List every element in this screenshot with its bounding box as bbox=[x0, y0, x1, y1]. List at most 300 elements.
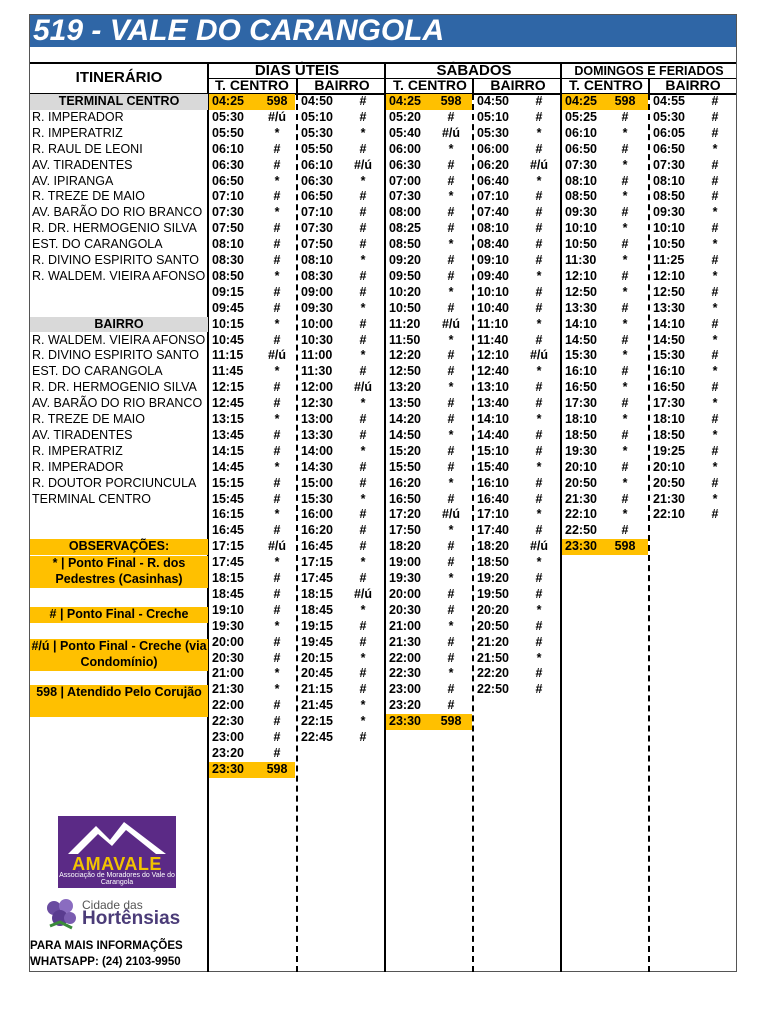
departure-marker: 598 bbox=[440, 94, 462, 108]
departure-row bbox=[474, 619, 560, 635]
departure-marker: * bbox=[622, 221, 628, 236]
departure-marker: * bbox=[622, 475, 628, 490]
departure-time: 10:20 bbox=[389, 284, 421, 299]
departure-row bbox=[474, 380, 560, 396]
departure-time: 22:50 bbox=[565, 523, 597, 538]
departure-time: 16:45 bbox=[212, 523, 244, 538]
departure-time: 13:30 bbox=[301, 427, 333, 442]
departure-marker: * bbox=[448, 475, 454, 490]
departure-marker: # bbox=[711, 157, 719, 172]
departure-row bbox=[298, 253, 384, 269]
departure-time: 12:00 bbox=[301, 380, 333, 395]
departure-time: 11:30 bbox=[301, 364, 333, 379]
departure-time: 13:20 bbox=[389, 380, 421, 395]
departure-row bbox=[298, 730, 384, 746]
departure-marker: # bbox=[535, 332, 543, 347]
departure-time: 15:10 bbox=[477, 443, 509, 458]
departure-time: 16:40 bbox=[477, 491, 509, 506]
departure-marker: # bbox=[711, 412, 719, 426]
departure-row bbox=[650, 158, 736, 174]
departure-row bbox=[386, 492, 472, 508]
departure-row bbox=[650, 126, 736, 142]
departure-time: 04:25 bbox=[565, 94, 597, 108]
departure-time: 10:00 bbox=[301, 316, 333, 331]
departure-time: 21:45 bbox=[301, 698, 333, 713]
itinerary-stop: EST. DO CARANGOLA bbox=[32, 237, 163, 252]
departure-marker: # bbox=[273, 634, 281, 649]
departure-row bbox=[298, 94, 384, 110]
departure-row bbox=[386, 174, 472, 190]
itinerary-stop: R. DR. HERMOGENIO SILVA bbox=[32, 380, 197, 395]
departure-time: 11:15 bbox=[212, 348, 244, 363]
departure-time: 06:30 bbox=[212, 157, 244, 172]
departure-row bbox=[209, 571, 295, 587]
departure-marker: # bbox=[447, 586, 455, 601]
departure-time: 18:50 bbox=[565, 427, 597, 442]
departure-time: 11:40 bbox=[477, 332, 509, 347]
departure-time: 08:50 bbox=[389, 237, 421, 252]
departure-row bbox=[209, 587, 295, 603]
departure-marker: # bbox=[535, 300, 543, 315]
departure-time: 20:20 bbox=[477, 602, 509, 617]
departure-row bbox=[650, 253, 736, 269]
departure-time: 16:10 bbox=[477, 475, 509, 490]
itinerary-stop: R. IMPERADOR bbox=[32, 109, 124, 124]
departure-time: 14:45 bbox=[212, 459, 244, 474]
departure-time: 06:10 bbox=[565, 125, 597, 140]
sundays-bairro-header: BAIRRO bbox=[665, 77, 721, 93]
departure-row bbox=[474, 253, 560, 269]
departure-marker: # bbox=[621, 523, 629, 538]
departure-marker: * bbox=[712, 237, 718, 252]
departure-row bbox=[474, 666, 560, 682]
city-logo-line1: Cidade das bbox=[82, 898, 143, 912]
departure-time: 13:10 bbox=[477, 380, 509, 395]
departure-marker: * bbox=[360, 125, 366, 140]
departure-marker: # bbox=[447, 205, 455, 220]
departure-time: 23:20 bbox=[212, 745, 244, 760]
departure-marker: * bbox=[536, 316, 542, 331]
departure-marker: * bbox=[360, 253, 366, 267]
departure-marker: # bbox=[359, 364, 367, 379]
departure-row bbox=[474, 444, 560, 460]
departure-marker: * bbox=[536, 507, 542, 522]
departure-row bbox=[209, 396, 295, 412]
departure-row bbox=[650, 396, 736, 412]
departure-time: 04:55 bbox=[653, 94, 685, 108]
departure-time: 09:40 bbox=[477, 268, 509, 283]
departure-marker: # bbox=[711, 475, 719, 490]
departure-marker: # bbox=[621, 364, 629, 379]
departure-time: 16:50 bbox=[389, 491, 421, 506]
departure-row bbox=[386, 333, 472, 349]
departure-marker: # bbox=[711, 94, 719, 108]
departure-time: 22:45 bbox=[301, 730, 333, 744]
departure-row bbox=[474, 476, 560, 492]
departure-time: 22:00 bbox=[212, 698, 244, 713]
departure-time: 20:10 bbox=[565, 459, 597, 474]
departure-marker: # bbox=[273, 237, 281, 252]
departure-marker: # bbox=[535, 666, 543, 681]
departure-time: 20:50 bbox=[565, 475, 597, 490]
departure-marker: # bbox=[359, 412, 367, 426]
departure-marker: * bbox=[360, 491, 366, 506]
departure-marker: # bbox=[447, 650, 455, 665]
departure-row bbox=[209, 444, 295, 460]
departure-row bbox=[474, 285, 560, 301]
departure-time: 17:45 bbox=[301, 571, 333, 585]
departure-row bbox=[650, 94, 736, 110]
departure-time: 10:50 bbox=[653, 237, 685, 252]
departure-time: 09:50 bbox=[389, 268, 421, 283]
departure-marker: # bbox=[359, 284, 367, 299]
departure-row bbox=[298, 205, 384, 221]
departure-row bbox=[209, 507, 295, 523]
departure-row bbox=[209, 523, 295, 539]
departure-time: 13:30 bbox=[653, 300, 685, 315]
departure-row bbox=[562, 221, 648, 237]
departure-marker: * bbox=[536, 459, 542, 474]
departure-marker: * bbox=[536, 268, 542, 283]
departure-marker: * bbox=[448, 189, 454, 204]
departure-row bbox=[209, 682, 295, 698]
departure-marker: * bbox=[360, 555, 366, 570]
departure-marker: #/ú bbox=[267, 539, 287, 554]
departure-time: 13:45 bbox=[212, 427, 244, 442]
departure-row bbox=[209, 492, 295, 508]
city-logo-line2: Hortênsias bbox=[82, 908, 181, 929]
divider-weekdays-sub-header bbox=[296, 78, 298, 94]
departure-time: 21:30 bbox=[565, 491, 597, 506]
departure-time: 12:15 bbox=[212, 380, 244, 395]
itinerary-section-title: TERMINAL CENTRO bbox=[30, 94, 208, 110]
departure-time: 07:30 bbox=[389, 189, 421, 204]
departure-time: 14:30 bbox=[301, 459, 333, 474]
departure-marker: # bbox=[535, 586, 543, 601]
departure-row bbox=[298, 651, 384, 667]
departure-row bbox=[298, 507, 384, 523]
departure-row bbox=[386, 237, 472, 253]
departure-time: 11:10 bbox=[477, 316, 509, 331]
departure-time: 16:45 bbox=[301, 539, 333, 554]
weekdays-header: DIAS ÚTEIS bbox=[254, 62, 340, 79]
departure-marker: 598 bbox=[266, 94, 288, 108]
departure-time: 05:10 bbox=[477, 109, 509, 124]
departure-marker: 598 bbox=[614, 539, 636, 554]
departure-marker: # bbox=[447, 157, 455, 172]
departure-marker: * bbox=[274, 268, 280, 283]
departure-row bbox=[562, 253, 648, 269]
itinerary-stop: AV. BARÃO DO RIO BRANCO bbox=[32, 205, 203, 220]
departure-row bbox=[474, 110, 560, 126]
departure-marker: # bbox=[711, 173, 719, 188]
departure-marker: * bbox=[712, 268, 718, 283]
departure-time: 14:50 bbox=[653, 332, 685, 347]
itinerary-stop: TERMINAL CENTRO bbox=[32, 491, 151, 506]
departure-row bbox=[650, 476, 736, 492]
departure-time: 06:30 bbox=[389, 157, 421, 172]
departure-marker: * bbox=[274, 412, 280, 426]
departure-row bbox=[386, 110, 472, 126]
departure-marker: # bbox=[535, 205, 543, 220]
departure-time: 23:00 bbox=[212, 730, 244, 744]
departure-marker: # bbox=[711, 284, 719, 299]
departure-time: 20:30 bbox=[212, 650, 244, 665]
departure-time: 13:00 bbox=[301, 412, 333, 426]
departure-row bbox=[386, 476, 472, 492]
departure-marker: # bbox=[447, 268, 455, 283]
departure-marker: * bbox=[712, 491, 718, 506]
departure-row bbox=[209, 285, 295, 301]
departure-marker: # bbox=[273, 157, 281, 172]
departure-time: 09:00 bbox=[301, 284, 333, 299]
observation-item: 598 | Atendido Pelo Corujão bbox=[30, 685, 208, 717]
departure-marker: * bbox=[536, 125, 542, 140]
departure-marker: * bbox=[536, 412, 542, 426]
departure-marker: # bbox=[359, 237, 367, 252]
departure-marker: # bbox=[359, 507, 367, 522]
departure-time: 04:50 bbox=[477, 94, 509, 108]
departure-marker: # bbox=[535, 634, 543, 649]
departure-row bbox=[562, 348, 648, 364]
departure-row bbox=[209, 301, 295, 317]
departure-time: 22:30 bbox=[389, 666, 421, 681]
departure-marker: # bbox=[359, 141, 367, 156]
departure-time: 13:40 bbox=[477, 396, 509, 411]
departure-row bbox=[562, 142, 648, 158]
info-line1: PARA MAIS INFORMAÇÕES bbox=[30, 940, 183, 952]
departure-marker: # bbox=[621, 109, 629, 124]
departure-time: 12:50 bbox=[653, 284, 685, 299]
itinerary-header: ITINERÁRIO bbox=[75, 69, 163, 86]
city-logo bbox=[42, 896, 202, 932]
departure-marker: # bbox=[447, 109, 455, 124]
departure-row bbox=[562, 285, 648, 301]
departure-time: 05:50 bbox=[212, 125, 244, 140]
departure-marker: * bbox=[712, 396, 718, 411]
departure-marker: * bbox=[622, 380, 628, 395]
departure-row bbox=[474, 301, 560, 317]
departure-marker: # bbox=[621, 237, 629, 252]
departure-row bbox=[562, 507, 648, 523]
departure-time: 10:10 bbox=[565, 221, 597, 236]
departure-marker: * bbox=[536, 555, 542, 570]
departure-row bbox=[474, 174, 560, 190]
departure-time: 21:20 bbox=[477, 634, 509, 649]
departure-row bbox=[650, 174, 736, 190]
departure-marker: # bbox=[711, 316, 719, 331]
departure-time: 15:30 bbox=[565, 348, 597, 363]
departure-row bbox=[386, 539, 472, 555]
departure-marker: * bbox=[274, 618, 280, 633]
departure-time: 18:10 bbox=[565, 412, 597, 426]
departure-row bbox=[650, 142, 736, 158]
departure-marker: # bbox=[273, 427, 281, 442]
departure-marker: # bbox=[621, 141, 629, 156]
departure-marker: * bbox=[360, 348, 366, 363]
departure-time: 11:00 bbox=[301, 348, 333, 363]
departure-time: 12:50 bbox=[389, 364, 421, 379]
departure-row bbox=[474, 142, 560, 158]
departure-row bbox=[386, 285, 472, 301]
departure-row bbox=[298, 539, 384, 555]
departure-row bbox=[474, 587, 560, 603]
departure-marker: # bbox=[273, 650, 281, 665]
departure-marker: # bbox=[447, 173, 455, 188]
departure-marker: * bbox=[622, 157, 628, 172]
departure-time: 20:15 bbox=[301, 650, 333, 665]
departure-marker: * bbox=[448, 380, 454, 395]
departure-marker: # bbox=[535, 491, 543, 506]
departure-time: 10:30 bbox=[301, 332, 333, 347]
departure-row bbox=[650, 317, 736, 333]
departure-time: 07:10 bbox=[301, 205, 333, 220]
departure-time: 08:40 bbox=[477, 237, 509, 252]
departure-marker: # bbox=[535, 475, 543, 490]
departure-time: 19:15 bbox=[301, 618, 333, 633]
departure-time: 14:10 bbox=[653, 316, 685, 331]
departure-row bbox=[386, 698, 472, 714]
weekdays-centro-header: T. CENTRO bbox=[215, 77, 289, 93]
departure-row bbox=[474, 492, 560, 508]
departure-row bbox=[386, 348, 472, 364]
departure-time: 04:25 bbox=[389, 94, 421, 108]
departure-marker: * bbox=[448, 571, 454, 585]
departure-time: 19:45 bbox=[301, 634, 333, 649]
departure-time: 09:30 bbox=[301, 300, 333, 315]
departure-time: 11:30 bbox=[565, 253, 597, 267]
itinerary-stop: R. IMPERATRIZ bbox=[32, 443, 123, 458]
departure-time: 21:00 bbox=[389, 618, 421, 633]
departure-marker: * bbox=[536, 364, 542, 379]
mountain-icon bbox=[58, 816, 176, 856]
departure-marker: * bbox=[360, 396, 366, 411]
departure-marker: * bbox=[360, 698, 366, 713]
departure-row bbox=[298, 142, 384, 158]
sundays-header: DOMINGOS E FERIADOS bbox=[574, 64, 724, 78]
departure-row bbox=[562, 476, 648, 492]
departure-marker: # bbox=[359, 205, 367, 220]
departure-time: 14:00 bbox=[301, 443, 333, 458]
departure-time: 04:25 bbox=[212, 94, 244, 108]
departure-row bbox=[209, 348, 295, 364]
departure-marker: # bbox=[447, 221, 455, 236]
departure-marker: # bbox=[535, 221, 543, 236]
itinerary-stop: EST. DO CARANGOLA bbox=[32, 364, 163, 379]
departure-row bbox=[562, 205, 648, 221]
departure-marker: # bbox=[621, 300, 629, 315]
observation-item: # | Ponto Final - Creche bbox=[30, 607, 208, 623]
departure-time: 21:50 bbox=[477, 650, 509, 665]
departure-marker: #/ú bbox=[441, 316, 461, 331]
departure-marker: # bbox=[273, 284, 281, 299]
departure-marker: # bbox=[535, 253, 543, 267]
departure-time: 22:00 bbox=[389, 650, 421, 665]
departure-time: 06:50 bbox=[301, 189, 333, 204]
departure-row bbox=[474, 317, 560, 333]
departure-row bbox=[562, 174, 648, 190]
departure-row bbox=[386, 682, 472, 698]
departure-time: 23:00 bbox=[389, 682, 421, 697]
departure-time: 08:30 bbox=[212, 253, 244, 267]
departure-time: 07:30 bbox=[212, 205, 244, 220]
departure-row bbox=[298, 110, 384, 126]
departure-time: 08:10 bbox=[301, 253, 333, 267]
departure-marker: # bbox=[359, 427, 367, 442]
departure-time: 05:30 bbox=[301, 125, 333, 140]
departure-time: 12:20 bbox=[389, 348, 421, 363]
departure-time: 05:10 bbox=[301, 109, 333, 124]
itinerary-stop: AV. TIRADENTES bbox=[32, 427, 133, 442]
departure-row bbox=[298, 158, 384, 174]
departure-time: 13:30 bbox=[565, 300, 597, 315]
departure-row bbox=[298, 603, 384, 619]
itinerary-stop: R. TREZE DE MAIO bbox=[32, 189, 145, 204]
departure-time: 20:30 bbox=[389, 602, 421, 617]
departure-time: 18:20 bbox=[477, 539, 509, 554]
departure-row bbox=[209, 253, 295, 269]
departure-marker: # bbox=[711, 125, 719, 140]
departure-marker: # bbox=[273, 491, 281, 506]
departure-time: 08:00 bbox=[389, 205, 421, 220]
departure-marker: * bbox=[274, 125, 280, 140]
departure-row bbox=[386, 555, 472, 571]
departure-time: 06:00 bbox=[477, 141, 509, 156]
departure-time: 06:10 bbox=[301, 157, 333, 172]
departure-time: 10:40 bbox=[477, 300, 509, 315]
departure-row bbox=[386, 205, 472, 221]
departure-time: 22:20 bbox=[477, 666, 509, 681]
divider-saturdays-sub-header bbox=[472, 78, 474, 94]
departure-row bbox=[386, 380, 472, 396]
departure-marker: # bbox=[359, 666, 367, 681]
departure-marker: # bbox=[621, 205, 629, 220]
departure-row bbox=[562, 126, 648, 142]
departure-row bbox=[209, 126, 295, 142]
departure-row bbox=[474, 428, 560, 444]
departure-time: 16:15 bbox=[212, 507, 244, 522]
departure-row bbox=[209, 651, 295, 667]
departure-time: 16:10 bbox=[653, 364, 685, 379]
departure-row bbox=[209, 237, 295, 253]
departure-row bbox=[209, 380, 295, 396]
departure-marker: # bbox=[447, 459, 455, 474]
departure-marker: * bbox=[622, 284, 628, 299]
departure-time: 22:10 bbox=[565, 507, 597, 522]
departure-marker: # bbox=[535, 109, 543, 124]
departure-marker: # bbox=[447, 491, 455, 506]
departure-time: 08:50 bbox=[653, 189, 685, 204]
departure-row bbox=[386, 571, 472, 587]
departure-marker: # bbox=[447, 253, 455, 267]
departure-time: 23:30 bbox=[565, 539, 597, 554]
departure-row bbox=[650, 428, 736, 444]
departure-row bbox=[298, 301, 384, 317]
departure-marker: # bbox=[711, 109, 719, 124]
itinerary-stop: R. WALDEM. VIEIRA AFONSO bbox=[32, 332, 206, 347]
itinerary-stop: R. IMPERADOR bbox=[32, 459, 124, 474]
departure-row bbox=[650, 460, 736, 476]
amavale-logo bbox=[58, 816, 176, 888]
departure-row bbox=[209, 189, 295, 205]
departure-row bbox=[650, 269, 736, 285]
departure-row bbox=[474, 158, 560, 174]
departure-time: 17:15 bbox=[212, 539, 244, 554]
departure-time: 19:10 bbox=[212, 602, 244, 617]
departure-marker: # bbox=[535, 443, 543, 458]
departure-marker: # bbox=[273, 714, 281, 729]
departure-row bbox=[298, 412, 384, 428]
